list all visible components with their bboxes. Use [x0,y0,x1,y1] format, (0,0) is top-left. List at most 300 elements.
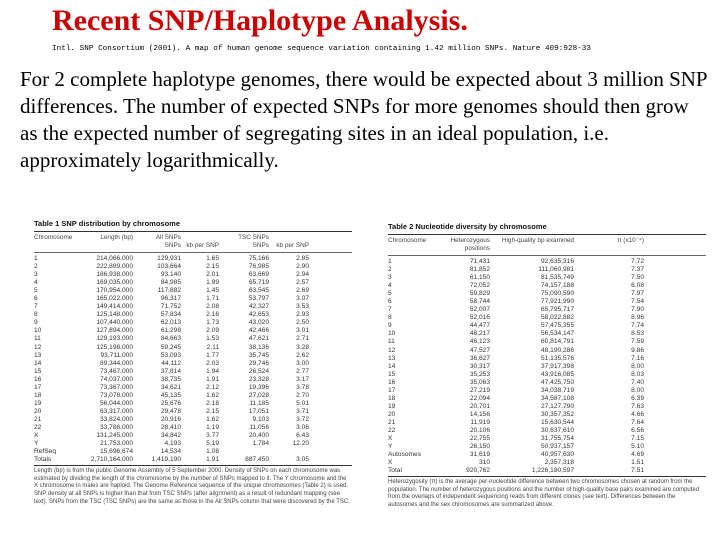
table-cell: 1,226,180,597 [531,467,574,475]
table-cell: 26,150 [469,443,490,451]
table-cell: 72,052 [469,282,490,290]
table-cell: 21 [34,415,42,423]
table-cell: X [34,432,39,440]
table-cell: 2.50 [296,319,309,327]
table-cell: 17 [34,383,42,391]
table-cell: 20,701 [469,402,490,410]
table1-header [34,234,352,242]
table-cell: Autosomes [388,451,421,459]
table-cell: 47,527 [469,346,490,354]
table-cell: 1.45 [206,287,219,295]
table-cell: 8 [34,311,38,319]
table-row [388,314,706,322]
table2-header [388,237,706,253]
table-cell: 2.85 [296,255,309,262]
table-cell: 92,635,316 [540,258,574,265]
table-row [388,306,706,314]
table-cell: 20 [388,410,396,418]
table-cell: 33,824,000 [99,415,133,423]
table-cell: 1.19 [206,423,219,431]
table-row [34,360,352,368]
table-row [388,347,706,355]
table-cell: 23,328 [248,375,269,383]
table-cell: 14,156 [469,410,490,418]
table-cell: RefSeq [34,448,56,456]
table-row [388,379,706,387]
table-cell: 37,917,398 [540,362,574,370]
table-cell: 165,022,000 [96,295,133,303]
table-cell: 8.00 [631,362,644,370]
table-cell: 4,193 [164,440,181,448]
table-cell: 34,842 [160,432,181,440]
table-cell: 1.62 [206,415,219,423]
table-cell: 27,028 [248,391,269,399]
table1-header-cell [269,234,309,242]
table-cell: 77,921,990 [540,298,574,306]
table-cell: 2 [388,266,392,274]
table-row [388,258,706,266]
table-cell: 65,719 [248,279,269,287]
table-cell: 1.91 [206,375,219,383]
body-paragraph: For 2 complete haplotype genomes, there would be expected about 3 million SNP differences. The number of expected SNPs for more genomes should then grow as the expected number of segregating sites in an ideal population, i.e. approximately logarithmically. [20,67,707,172]
table-cell: 10 [34,327,42,335]
table-row [34,327,352,335]
table-cell: 4 [388,282,392,290]
table-cell: 6.43 [296,432,309,440]
table-cell: 22 [34,423,42,431]
table-cell: 7.97 [631,290,644,298]
table-cell: 10 [388,330,396,338]
table1-body [34,255,352,464]
table-cell: 52,007 [469,306,490,314]
table-cell: 65,795,717 [540,306,574,314]
table-cell: 43,916,085 [540,370,574,378]
table-cell: 6 [34,295,38,303]
table-cell: 27,219 [469,386,490,394]
table-cell: 28,410 [160,423,181,431]
table-cell: 887,450 [245,456,269,464]
table-cell: 1.53 [206,335,219,343]
table-cell: 50,937,157 [540,443,574,451]
table-cell: 14 [388,362,396,370]
citation: Intl. SNP Consortium (2001). A map of human genome sequence variation containing 1.42 million SNPs. Nature 409:928-33 [52,45,592,53]
table-cell: 169,035,000 [96,279,133,287]
table-cell: 7.72 [631,258,644,265]
table-row [34,400,352,408]
table-row [34,424,352,432]
table-cell: 5.19 [206,440,219,448]
table-cell: 22 [388,426,396,434]
table-cell: Total [388,467,402,475]
table-cell: 3.01 [296,327,309,335]
table-cell: 3.28 [296,343,309,351]
table-cell [269,448,309,456]
table2-header-cell: High-quality bp examined [501,237,574,244]
table-cell: 20,106 [469,426,490,434]
table-cell: 11,919 [470,418,490,426]
table-cell: 51,135,576 [540,354,574,362]
table-cell: 93,711,000 [100,351,133,359]
table-row [34,456,352,464]
table-cell: Y [388,443,393,451]
table-cell: Y [34,440,39,448]
table-cell: 35,063 [469,378,490,386]
table-cell: 3 [34,271,38,279]
table-cell: 81,535,749 [540,274,574,282]
table2-header-cell: Heterozygous positions [450,237,490,252]
table1-subheader-cell: kb per SNP [276,242,309,249]
table-cell: 13 [34,351,42,359]
table-row [34,432,352,440]
table-cell: 2.62 [296,351,309,359]
table-row [34,295,352,303]
table-cell: 76,985 [248,263,269,271]
table-cell: 1.73 [206,319,219,327]
table-cell: 7.51 [631,467,644,475]
table2-title: Table 2 Nucleotide diversity by chromosome [388,222,547,231]
table-row [34,352,352,360]
table-cell: 9 [34,319,38,327]
table-cell: 11,185 [249,399,269,407]
table-cell: 7.74 [631,322,644,330]
table-cell: 15,630,544 [540,418,574,426]
table2-header-cell: Chromosome [388,237,427,244]
table-cell: 2.01 [206,271,219,279]
table-cell: 3.71 [296,407,309,415]
table-row [34,271,352,279]
table1-title: Table 1 SNP distribution by chromosome [34,219,180,228]
table-cell: 14,534 [160,448,181,456]
table-cell: 19 [34,399,42,407]
table1-header-cell: All SNPs [155,234,181,241]
table-cell: 35,745 [248,351,269,359]
table-cell: X [388,435,393,443]
table-row [388,282,706,290]
table-cell: 17 [388,386,396,394]
table-cell: 75,090,590 [540,290,574,298]
table-cell: 7.63 [631,402,644,410]
table-row [388,330,706,338]
table-cell: 22,755 [469,435,490,443]
table-row [388,467,706,475]
table-cell: 2,357,318 [544,459,574,467]
table-cell: 5.10 [631,443,644,451]
table-cell: 63,317,000 [99,407,133,415]
table-cell: 58,022,882 [540,314,574,322]
table-cell: 2.93 [296,311,309,319]
table-cell: 61,150 [469,274,490,282]
table-cell: 1 [388,258,392,265]
table-cell: 25,676 [160,399,181,407]
table-cell: 1.65 [206,255,219,262]
table-cell: 15,696,674 [99,448,133,456]
table-cell: 27,127,790 [540,402,574,410]
table-cell: 84,663 [160,335,181,343]
table-cell: 1 [34,255,38,262]
table-row [34,376,352,384]
table-row [34,368,352,376]
table2-body [388,258,706,475]
table-cell: 21,753,000 [99,440,133,448]
table-cell: 2.16 [206,311,219,319]
table-cell: 71,431 [469,258,490,265]
table1-subheader-cell: SNPs [164,242,181,249]
table-cell: 43,020 [248,319,269,327]
table-cell: 12 [34,343,42,351]
table-snp-distribution [34,219,352,506]
table-row [388,443,706,451]
table-cell: 2.18 [206,399,219,407]
table-cell: 4 [34,279,38,287]
table-row [34,311,352,319]
table-cell: 38,136 [248,343,269,351]
table-cell: 2.11 [206,343,219,351]
table-cell: 6.56 [631,426,644,434]
table-row [388,298,706,306]
table-cell: 3.17 [296,375,309,383]
table-cell: 1.62 [206,391,219,399]
table-cell: 5 [34,287,38,295]
table-cell: 52,016 [469,314,490,322]
table-cell: 35,253 [469,370,490,378]
table-cell: 53,093 [160,351,181,359]
table-row [388,355,706,363]
table-row [388,403,706,411]
table-row [34,392,352,400]
table-cell: 129,193,000 [96,335,133,343]
table-cell: 44,477 [469,322,490,330]
table-cell: 3.72 [296,415,309,423]
table-cell: 2.77 [296,367,309,375]
table-row [388,427,706,435]
table-cell: 11,056 [249,423,269,431]
table-cell: 8.03 [631,370,644,378]
table-cell: 8 [388,314,392,322]
table-cell: 1,419,190 [151,456,181,464]
table-cell: 6.08 [631,282,644,290]
table-cell: 15 [34,367,42,375]
table-cell: 56,044,000 [99,399,133,407]
table-cell: 36,627 [469,354,490,362]
table-cell: 7.59 [631,338,644,346]
table1-subheader-cell [78,242,133,250]
table-cell: 17,051 [248,407,269,415]
table-cell: 4.69 [631,451,644,459]
table-cell: 1,784 [252,440,269,448]
table-cell: 2.70 [296,391,309,399]
table-cell: 53,797 [248,295,269,303]
table-cell: 57,834 [160,311,181,319]
table-cell: 222,889,000 [96,263,133,271]
table-row [34,440,352,448]
table-cell: 89,344,000 [99,359,133,367]
table-cell: 1.91 [206,456,219,464]
table-cell: 71,752 [160,303,181,311]
table-cell: 170,954,000 [96,287,133,295]
table-cell: 9,103 [252,415,269,423]
table-row [34,263,352,271]
table-cell: 21 [388,418,396,426]
table-cell: 3.78 [296,383,309,391]
table1-header-cell: Chromosome [34,234,73,241]
table-row [388,274,706,282]
table-cell: 30,357,352 [540,410,574,418]
table-row [388,451,706,459]
table-cell: 3.00 [296,359,309,367]
table-cell: 60,814,791 [540,338,574,346]
table-cell: 7.16 [631,354,644,362]
table-cell: 2.12 [206,383,219,391]
table-cell: 75,166 [248,255,269,262]
table-cell: 73,467,000 [99,367,133,375]
table-cell: X [388,459,393,467]
table-cell: 73,367,000 [99,383,133,391]
table-cell: 73,078,000 [99,391,133,399]
table-cell: 1.94 [206,367,219,375]
table1-header-cell: Length (bp) [100,234,133,241]
table-cell: 8.00 [631,386,644,394]
table-cell: 2.71 [296,335,309,343]
table-cell: 2.90 [296,263,309,271]
table2-footnote: Heterozygosity (π) is the average per-nucleotide difference between two chromosomes chosen at random from the population. The number of heterozygous positions and the number of high-quality base pairs examined are computed from the overlaps of independent sequencing reads from different clones (see text). Differences between the autosomes and the sex chromosomes are summarized above. [388,479,700,509]
table-cell: 19,396 [248,383,269,391]
table-cell: 1.71 [206,295,219,303]
table-row [388,419,706,427]
table-cell: 62,013 [160,319,181,327]
table-cell: 16 [34,375,42,383]
table-cell: 5.01 [296,399,309,407]
table-cell: 14 [34,359,42,367]
table-cell: 93,140 [160,271,181,279]
table1-footnote: Length (bp) is from the public Genome Assembly of 5 September 2000. Density of SNPs on each chromosome was estimated by dividing the length of the chromosome by the number of SNPs mapped to it. The Y chromosome and the X chromosome in males are haploid. The Genome Reference sequence of the unique chromosomes (Table 2) is used. SNP density at all SNPs is higher than that from TSC SNPs (after alignment) as a result of redundant mapping (see text). SNPs from the TSC (TSC SNPs) are the same as those in the All SNPs column that were discovered by the TSC. [34,468,350,505]
table-cell: 2.57 [296,279,309,287]
table-cell: 9.86 [631,346,644,354]
table-cell: 18 [388,394,396,402]
table-cell: 310 [478,459,490,467]
table-cell: 920,762 [466,467,490,475]
table-row [388,411,706,419]
table-cell: 149,414,000 [96,303,133,311]
table-cell: 74,157,188 [540,282,574,290]
table-cell: 1.08 [206,448,219,456]
table-cell: 125,148,000 [96,311,133,319]
table-cell: 33,786,000 [99,423,133,431]
table1-subheader-cell: SNPs [252,242,269,249]
table-cell: 3.06 [296,423,309,431]
table-cell: 34,621 [160,383,181,391]
table-cell: 40,957,630 [540,451,574,459]
table-cell: 34,038,719 [540,386,574,394]
table-cell: 7.15 [631,435,644,443]
table-cell: 59,829 [469,290,490,298]
table-cell: 84,985 [160,279,181,287]
table-row [388,435,706,443]
table1-subheader-cell: kb per SNP [186,242,219,249]
table-cell: 18 [34,391,42,399]
table-cell: 31,619 [469,451,490,459]
table-cell: 7.54 [631,298,644,306]
table-cell: 34,587,108 [540,394,574,402]
table-cell: 186,938,000 [96,271,133,279]
table-cell: 9 [388,322,392,330]
table-cell: 57,475,355 [540,322,574,330]
table-cell: 96,317 [160,295,181,303]
table-cell: 44,112 [161,359,181,367]
table-cell: 37,814 [160,367,181,375]
table-cell: 42,327 [248,303,269,311]
table-cell: 2.69 [296,287,309,295]
table-row [388,322,706,330]
table-cell: 2,710,164,000 [90,456,133,464]
table-cell: 45,135 [160,391,181,399]
table-cell: 3.77 [206,432,219,440]
table-cell: 29,478 [160,407,181,415]
table-row [388,363,706,371]
table-cell: 22,094 [469,394,490,402]
table-cell: 7.50 [631,274,644,282]
table-cell: 117,882 [157,287,181,295]
table-cell: 74,037,000 [99,375,133,383]
table-cell: 46,123 [469,338,490,346]
table-cell: 8.96 [631,314,644,322]
table1-header-cell [181,234,219,242]
table1-subheader [34,242,352,250]
table-cell: 127,894,000 [96,327,133,335]
table-row [34,335,352,343]
table1-subheader-cell [34,242,78,250]
table-cell: 1.77 [206,351,219,359]
table-row [34,384,352,392]
table-cell: 7.64 [631,418,644,426]
table-cell: 2.15 [206,263,219,271]
table-row [388,266,706,274]
table-cell: 26,524 [248,367,269,375]
table-row [388,395,706,403]
table-row [34,448,352,456]
table-cell: 61,298 [160,327,181,335]
table-row [34,319,352,327]
slide-title: Recent SNP/Haplotype Analysis. [52,4,468,37]
table-cell: Totals [34,456,52,464]
table-cell: 29,746 [248,359,269,367]
table-cell: 31,755,754 [540,435,574,443]
table-cell: 13 [388,354,396,362]
table-cell: 8.53 [631,330,644,338]
table-cell: 2.15 [206,407,219,415]
table-cell: 6 [388,298,392,306]
table-cell: 131,245,000 [96,432,133,440]
table-cell: 7.40 [631,378,644,386]
table-cell: 2.08 [206,303,219,311]
table-cell: 107,440,000 [96,319,133,327]
table-cell: 214,066,000 [96,255,133,262]
table-cell: 7 [34,303,38,311]
table-cell: 1.99 [206,279,219,287]
table-cell: 63,669 [248,271,269,279]
table-cell: 4.66 [631,410,644,418]
table-cell: 30,637,610 [540,426,574,434]
table-cell: 20,916 [160,415,181,423]
table-nucleotide-diversity [388,222,706,510]
table-cell: 58,744 [469,298,490,306]
table-cell: 48,190,286 [540,346,574,354]
table-cell: 3 [388,274,392,282]
table-cell: 42,653 [248,311,269,319]
table-cell: 48,217 [469,330,490,338]
table-cell: 47,621 [248,335,269,343]
table-row [34,287,352,295]
table-row [388,371,706,379]
